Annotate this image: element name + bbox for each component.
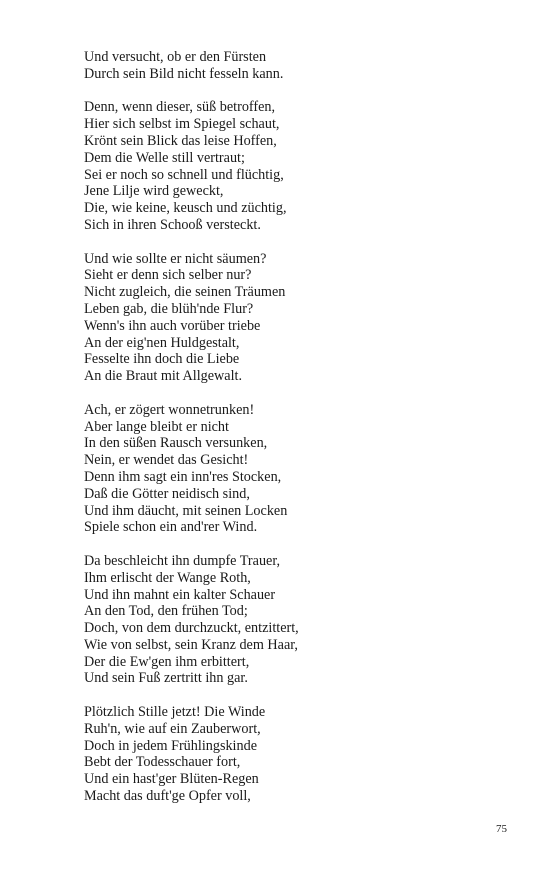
poem-line: Und ein hast'ger Blüten-Regen — [84, 771, 259, 788]
poem-text — [84, 49, 504, 822]
poem-line: An die Braut mit Allgewalt. — [84, 368, 243, 385]
stanza — [84, 553, 504, 687]
poem-line: Macht das duft'ge Opfer voll, — [84, 788, 251, 805]
stanza — [84, 99, 504, 233]
poem-line: An den Tod, den frühen Tod; — [84, 603, 248, 620]
poem-line: Und ihm däucht, mit seinen Locken — [84, 502, 288, 519]
poem-line: Spiele schon ein and'rer Wind. — [84, 519, 258, 536]
poem-line: Krönt sein Blick das leise Hoffen, — [84, 132, 277, 149]
poem-line: Der die Ew'gen ihm erbittert, — [84, 653, 250, 670]
poem-line: Ihm erlischt der Wange Roth, — [84, 569, 251, 586]
poem-line: Nicht zugleich, die seinen Träumen — [84, 284, 286, 301]
stanza — [84, 704, 504, 805]
poem-line: Und sein Fuß zertritt ihn gar. — [84, 670, 248, 687]
poem-line: Leben gab, die blüh'nde Flur? — [84, 300, 254, 317]
poem-line: Fesselte ihn doch die Liebe — [84, 351, 240, 368]
page-number: 75 — [496, 823, 507, 835]
poem-line: Denn, wenn dieser, süß betroffen, — [84, 99, 276, 116]
poem-line: An der eig'nen Huldgestalt, — [84, 334, 240, 351]
poem-line: Denn ihm sagt ein inn'res Stocken, — [84, 468, 282, 485]
poem-line: Sieht er denn sich selber nur? — [84, 267, 252, 284]
stanza — [84, 49, 504, 83]
poem-line: Plötzlich Stille jetzt! Die Winde — [84, 704, 266, 721]
poem-line: Dem die Welle still vertraut; — [84, 149, 245, 166]
poem-line: Aber lange bleibt er nicht — [84, 418, 229, 435]
poem-line: Und versucht, ob er den Fürsten — [84, 49, 267, 65]
stanza — [84, 251, 504, 385]
poem-line: Wenn's ihn auch vorüber triebe — [84, 317, 261, 334]
poem-line: Hier sich selbst im Spiegel schaut, — [84, 116, 280, 133]
poem-line: Durch sein Bild nicht fesseln kann. — [84, 65, 284, 82]
poem-line: Wie von selbst, sein Kranz dem Haar, — [84, 636, 298, 653]
poem-line: Doch, von dem durchzuckt, entzittert, — [84, 620, 299, 637]
poem-line: Doch in jedem Frühlingskinde — [84, 737, 257, 754]
stanza — [84, 402, 504, 536]
poem-line: Ruh'n, wie auf ein Zauberwort, — [84, 720, 261, 737]
poem-line: Da beschleicht ihn dumpfe Trauer, — [84, 552, 281, 569]
poem-line: In den süßen Rausch versunken, — [84, 435, 268, 452]
poem-line: Ach, er zögert wonnetrunken! — [84, 401, 255, 418]
poem-line: Sich in ihren Schooß versteckt. — [84, 216, 261, 233]
poem-line: Die, wie keine, keusch und züchtig, — [84, 200, 287, 217]
poem-line: Und ihn mahnt ein kalter Schauer — [84, 586, 276, 603]
poem-line: Nein, er wendet das Gesicht! — [84, 452, 249, 469]
poem-line: Daß die Götter neidisch sind, — [84, 485, 250, 502]
poem-line: Sei er noch so schnell und flüchtig, — [84, 166, 284, 183]
poem-line: Und wie sollte er nicht säumen? — [84, 250, 267, 267]
poem-line: Jene Lilje wird geweckt, — [84, 183, 224, 200]
poem-line: Bebt der Todesschauer fort, — [84, 754, 241, 771]
